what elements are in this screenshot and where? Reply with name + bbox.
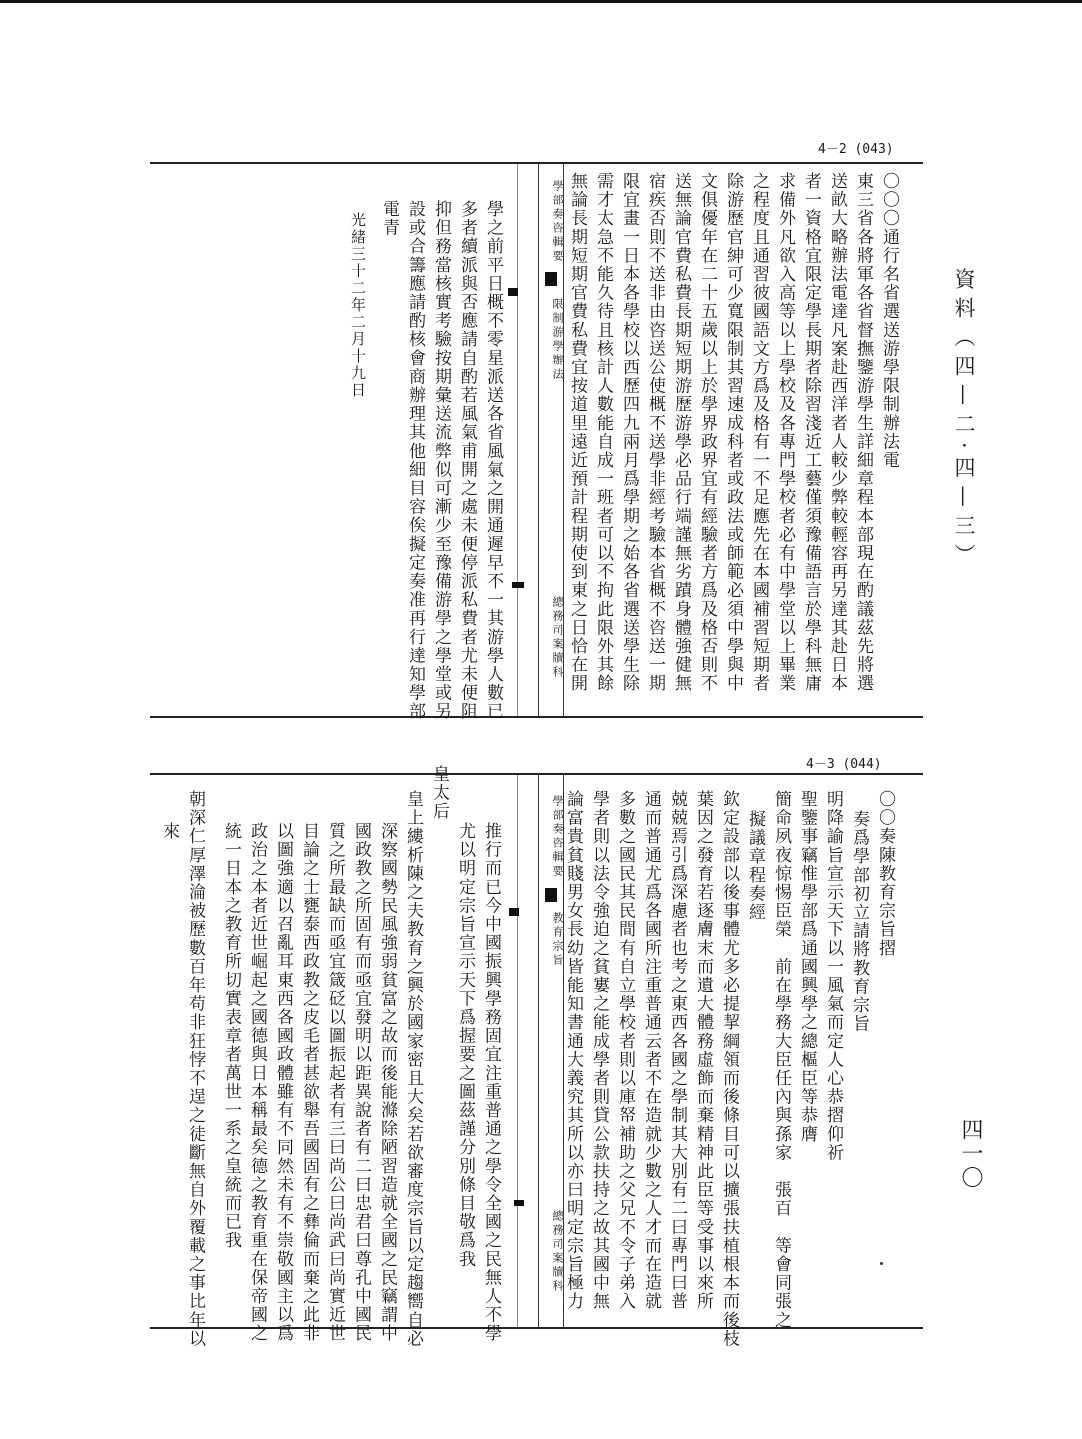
bottom-fold-mark-1 [509,908,519,916]
top-right-col-11: 限宜畫一日本各學校以西歷四九兩月爲學期之始各省選送學生除 [619,172,639,693]
bottom-left-col-1: 推行而已今中國振興學務固宜注重普通之學令全國之民無人不學 [481,822,501,1343]
bottom-left-col-3-raised: 皇太后 [429,765,449,821]
bottom-left-col-12: 朝深仁厚澤淪被歷數百年苟非狂悖不逞之徒斷無自外覆載之事比年以 [185,790,205,1348]
top-left-col-5: 電青 [379,200,399,238]
top-spine-section: 限制游學辦法 [551,298,564,382]
top-right-col-8: 文俱優年在二十五歲以上於學界政界宜有經驗者方爲及格否則不 [697,172,717,693]
bottom-right-col-13: 論富貴貧賤男女長幼皆能知書通大義究其所以亦曰明定宗旨極力 [563,790,583,1311]
page-number: 四一〇 [958,1118,983,1190]
bottom-left-col-5: 深察國勢民風強弱貧富之故而後能滌除陋習造就全國之民竊謂中 [377,822,397,1343]
top-page-ref: 4－2 (043) [818,142,894,157]
bottom-right-col-6: 擬議章程奏經 [745,810,765,922]
bottom-left-col-9: 以圖強適以召亂耳東西各國政體雖有不同然未有不崇敬國主以爲 [273,822,293,1343]
top-date-line: 光緒三十二年二月十九日 [349,212,367,399]
bottom-left-col-13: 來 [159,822,179,841]
bottom-right-col-9: 兢兢焉引爲深慮者也考之東西各國之學制其大別有二曰專門曰普 [667,790,687,1311]
top-right-col-2: 東三省各將軍各省督撫鑒游學生詳細章程本部現在酌議茲先將選 [853,172,873,693]
top-right-col-1: 〇〇〇通行名省選送游學限制辦法電 [879,172,899,470]
bottom-speck [880,1262,883,1265]
scan-top-border [0,0,1082,3]
top-right-col-6: 之程度且通習彼國語文方爲及格有一不足應先在本國補習短期者 [749,172,769,693]
top-left-col-1: 學之前平日概不零星派送各省風氣之開通遲早不一其游學人數已 [483,200,503,721]
bottom-left-col-4: 皇上縷析陳之夫教育之興於國家密且大矣若欲審度宗旨以定趨嚮自必 [403,790,423,1348]
top-right-col-4: 者一資格宜限定學長期者除習淺近工藝僅須豫備語言於學科無庸 [801,172,821,693]
top-spine-book: 學部奏咨輯要 [551,180,564,264]
bottom-left-col-11: 統一日本之教育所切實表章者萬世一系之皇統而已我 [221,822,241,1250]
bottom-left-col-10: 政治之本者近世崛起之國德與日本稱最矣德之教育重在保帝國之 [247,822,267,1343]
bottom-right-col-8: 葉因之發育若逐膚末而遺大體務虛飾而棄精神此臣等受事以來所 [693,790,713,1311]
top-right-col-13: 無論長期短期官費私費宜按道里遠近預計程期使到東之日恰在開 [567,172,587,693]
top-right-col-7: 除游歷官紳可少寬限制其習速成科者或政法或師範必須中學與中 [723,172,743,693]
top-right-col-9: 送無論官費私費長期短期游歷游學必品行端謹無劣蹟身體強健無 [671,172,691,693]
bottom-right-col-3: 明降諭旨宣示天下以一風氣而定人心恭摺仰祈 [823,790,843,1162]
top-right-col-3: 送畝大略辦法電達凡案赴西洋者人較少弊較輕容再另達其赴日本 [827,172,847,693]
bottom-right-col-2: 奏爲學部初立請將教育宗旨 [849,810,869,1034]
bottom-left-col-2: 尤以明定宗旨宣示天下爲握要之圖茲謹分別條目敬爲我 [455,822,475,1269]
bottom-right-col-12: 學者則以法令強迫之貧寠之能成學者則貸公款扶持之故其國中無 [589,790,609,1311]
bottom-left-col-8: 目論之士甕泰西政教之皮毛者甚欲舉吾國固有之彝倫而棄之此非 [299,822,319,1343]
bottom-right-col-5: 簡命夙夜惊惕臣榮 前在學務大臣任內與孫家 張百 等會同張之 [771,790,791,1330]
bottom-right-col-4: 聖鑒事竊惟學部爲通國興學之總樞臣等恭膺 [797,790,817,1144]
bottom-spine-fishtail [545,888,557,902]
bottom-fold-mark-2 [514,1200,524,1206]
top-right-col-12: 需才太急不能久待且核計人數能自成一班者可以不拘此限外其餘 [593,172,613,693]
top-left-col-3: 抑但務當核實考驗按期彙送流弊似可漸少至豫備游學之學堂或另 [431,200,451,721]
bottom-spine-section: 教育宗旨 [551,912,564,968]
top-spine-fishtail [545,272,557,286]
top-spine-office: 總務司案牘科 [551,596,564,680]
side-title: 資料（四—二·四—三） [952,268,976,573]
bottom-right-col-1: 〇〇奏陳教育宗旨摺 [875,790,895,958]
top-left-col-2: 多者續派與否應請自酌若風氣甫開之處未便停派私費者尤未便阻 [457,200,477,721]
bottom-spine-office: 總務司案牘科 [551,1210,564,1294]
bottom-spine-book: 學部奏咨輯要 [551,795,564,879]
top-fold-mark-2 [512,582,524,588]
top-right-col-5: 求備外凡欲入高等以上學校及各專門學校者必有中學堂以上畢業 [775,172,795,693]
bottom-left-col-7: 質之所最缺而亟宜箴砭以圖振起者有三曰尚公曰尚武曰尚實近世 [325,822,345,1343]
bottom-left-col-6: 國政教之所固有而亟宜發明以距異說者有二曰忠君曰尊孔中國民 [351,822,371,1343]
bottom-right-col-11: 多數之國民其民間有自立學校者則以庫帑補助之父兄不令子弟入 [615,790,635,1311]
bottom-page-ref: 4－3 (044) [806,757,882,772]
top-left-col-4: 設或合籌應請酌核會商辦理其他細目容俟擬定奏准再行達知學部 [405,200,425,721]
top-right-col-10: 宿疾否則不送非由咨送公使概不送學非經考驗本省概不咨送一期 [645,172,665,693]
bottom-right-col-7: 欽定設部以後事體尤多必提挈綱領而後條目可以擴張扶植根本而後枝 [719,790,739,1348]
top-fold-mark-1 [508,288,518,296]
bottom-right-col-10: 通而普通尤爲各國所注重普通云者不在造就少數之人才而在造就 [641,790,661,1311]
